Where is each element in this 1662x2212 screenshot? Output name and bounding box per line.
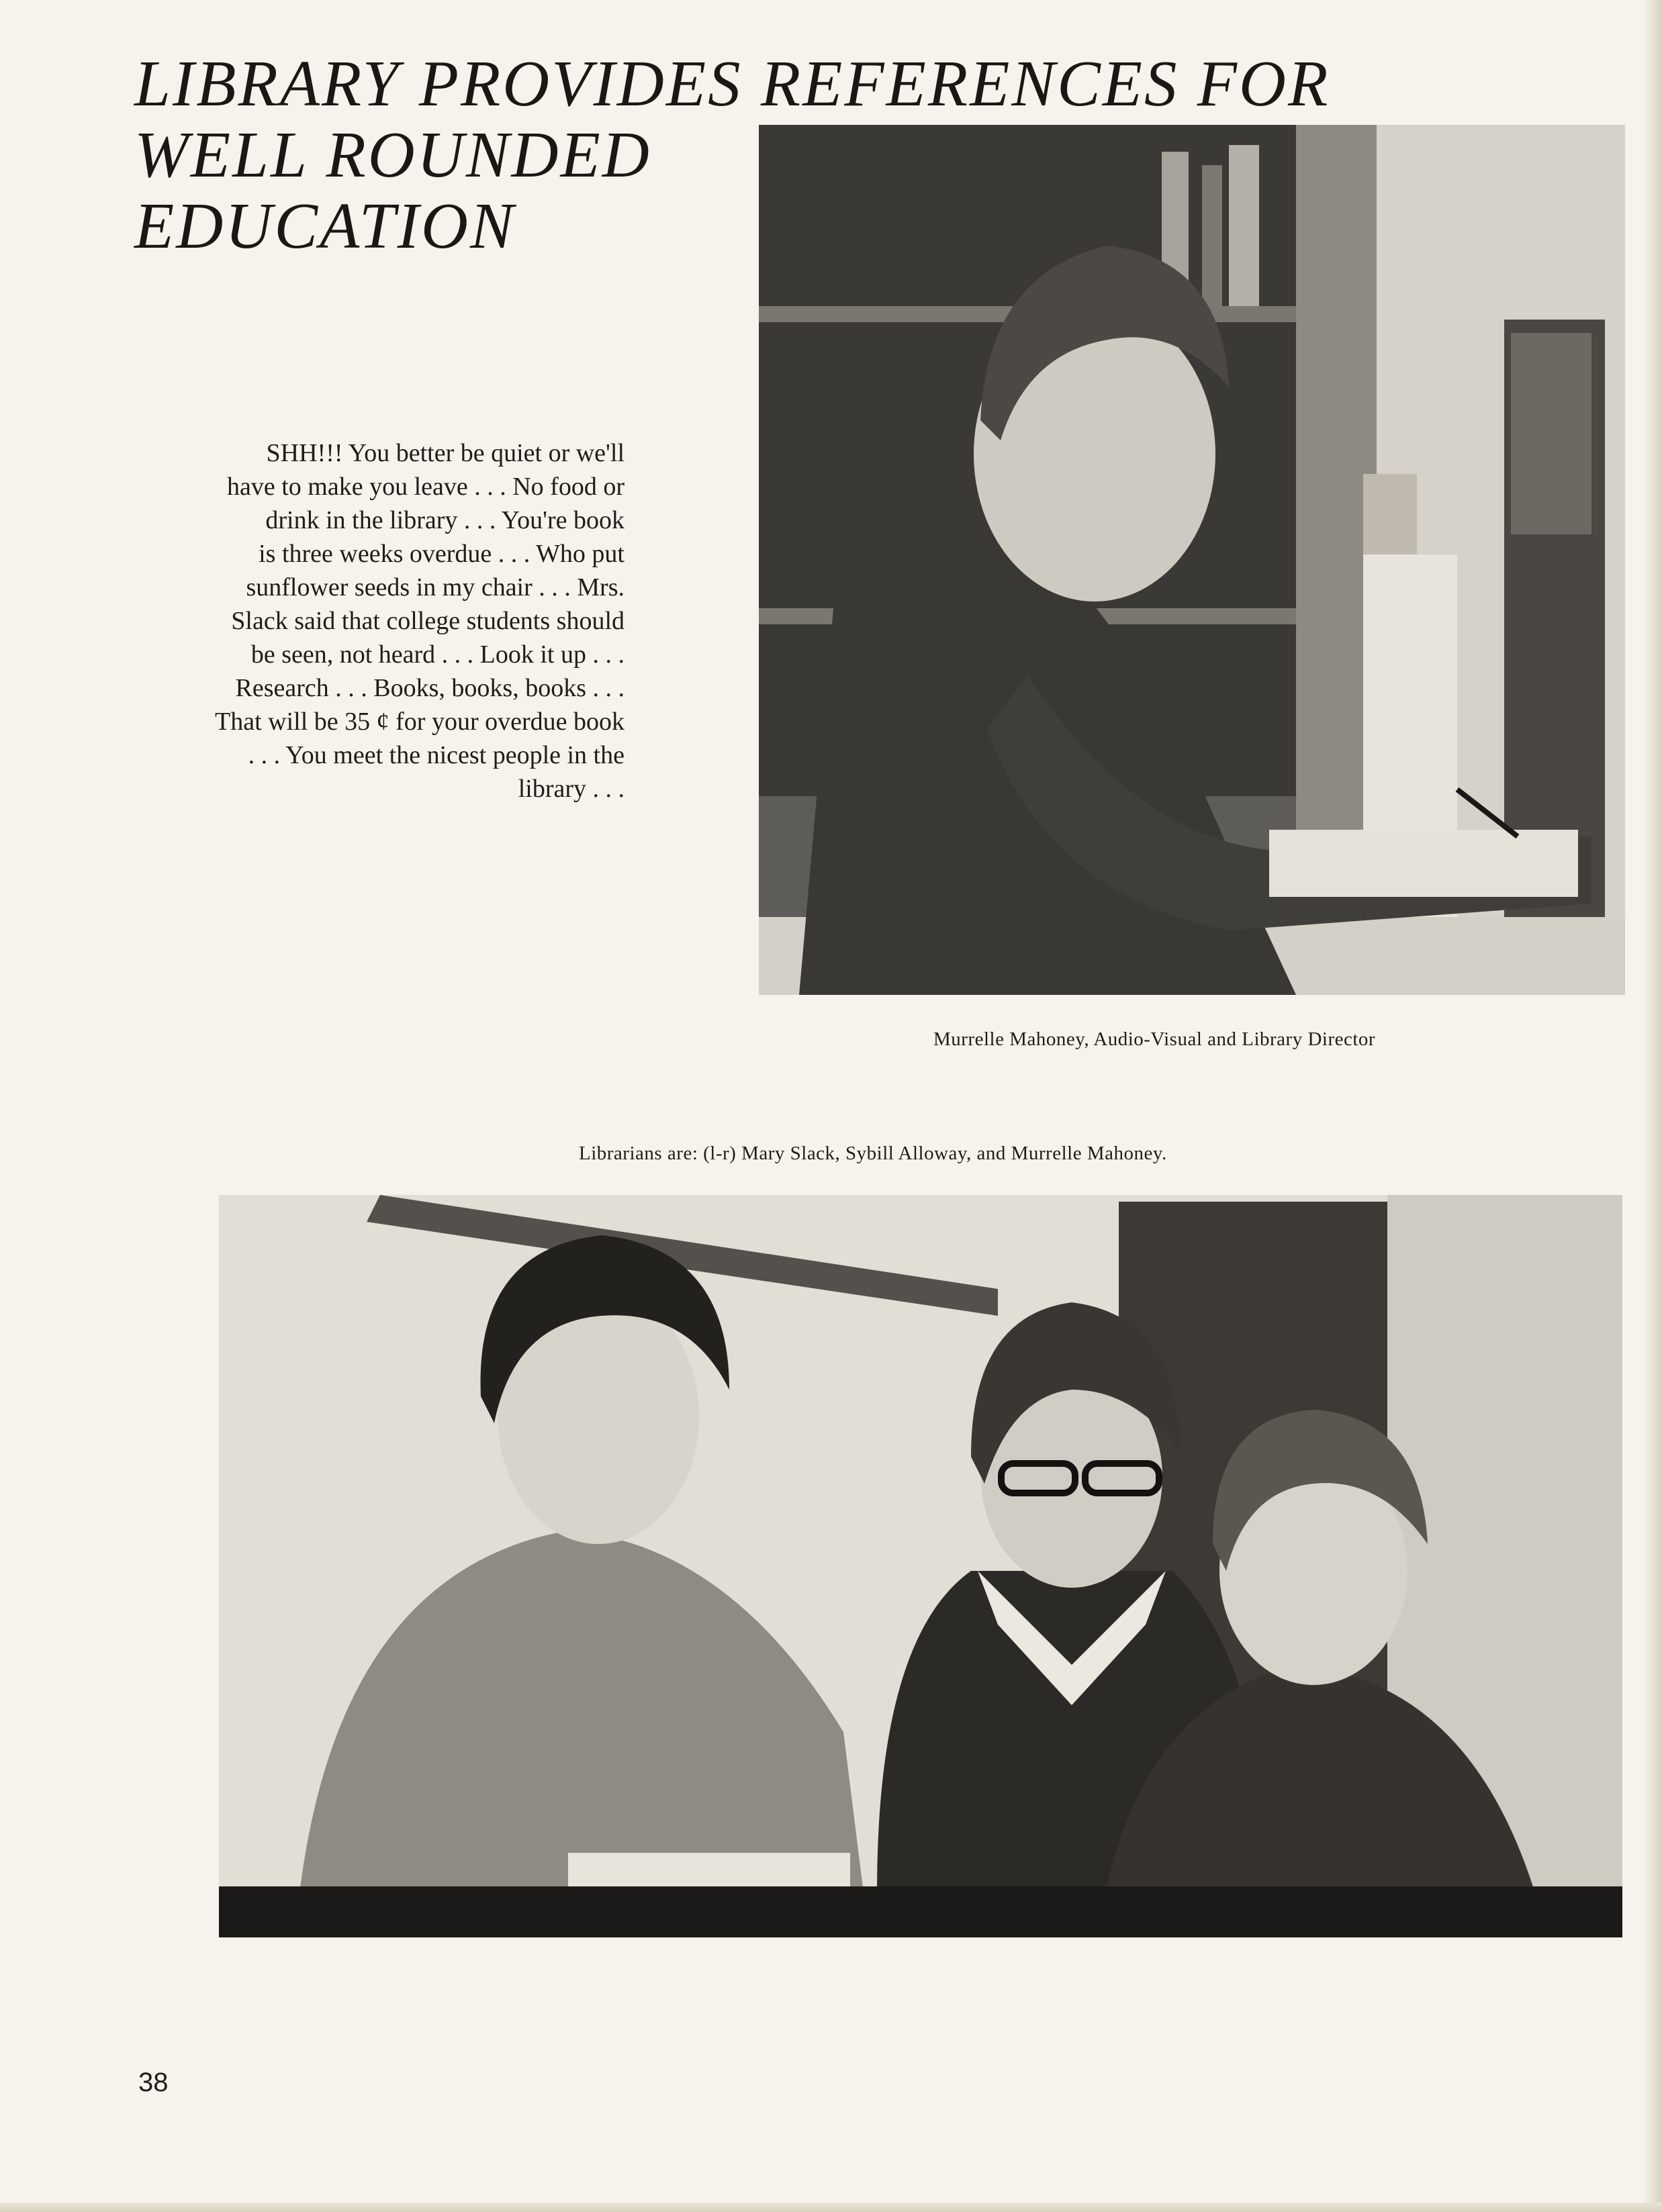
headline-line-2: WELL ROUNDED	[134, 119, 651, 191]
blurb-line: have to make you leave . . . No food or	[227, 473, 625, 501]
page-number: 38	[138, 2068, 169, 2097]
headline-line-1: LIBRARY PROVIDES REFERENCES FOR	[134, 48, 1330, 119]
page-bottom-edge	[0, 2203, 1662, 2212]
blurb-line: library . . .	[518, 775, 625, 803]
blurb-line: be seen, not heard . . . Look it up . . .	[250, 640, 625, 669]
photo-librarian-at-desk-image	[759, 125, 1625, 995]
top-photo-caption: Murrelle Mahoney, Audio-Visual and Library Director	[933, 1028, 1376, 1050]
blurb-line: is three weeks overdue . . . Who put	[259, 540, 625, 568]
blurb-line: drink in the library . . . You're book	[265, 506, 625, 534]
page-edge-shadow	[1643, 0, 1662, 2212]
photo-three-librarians-image	[219, 1195, 1622, 1937]
blurb-line: Research . . . Books, books, books . . .	[235, 674, 625, 702]
blurb-line: Slack said that college students should	[231, 607, 625, 635]
blurb-line: That will be 35 ¢ for your overdue book	[215, 708, 625, 736]
blurb-line: . . . You meet the nicest people in the	[248, 741, 625, 769]
blurb-line: sunflower seeds in my chair . . . Mrs.	[246, 573, 625, 602]
photo-librarian-at-desk	[759, 125, 1625, 995]
photo-three-librarians	[219, 1195, 1622, 1937]
blurb-line: SHH!!! You better be quiet or we'll	[266, 439, 625, 467]
headline-line-3: EDUCATION	[134, 190, 516, 262]
intro-blurb	[134, 436, 625, 806]
bottom-photo-caption: Librarians are: (l-r) Mary Slack, Sybill Alloway, and Murrelle Mahoney.	[579, 1143, 1167, 1164]
